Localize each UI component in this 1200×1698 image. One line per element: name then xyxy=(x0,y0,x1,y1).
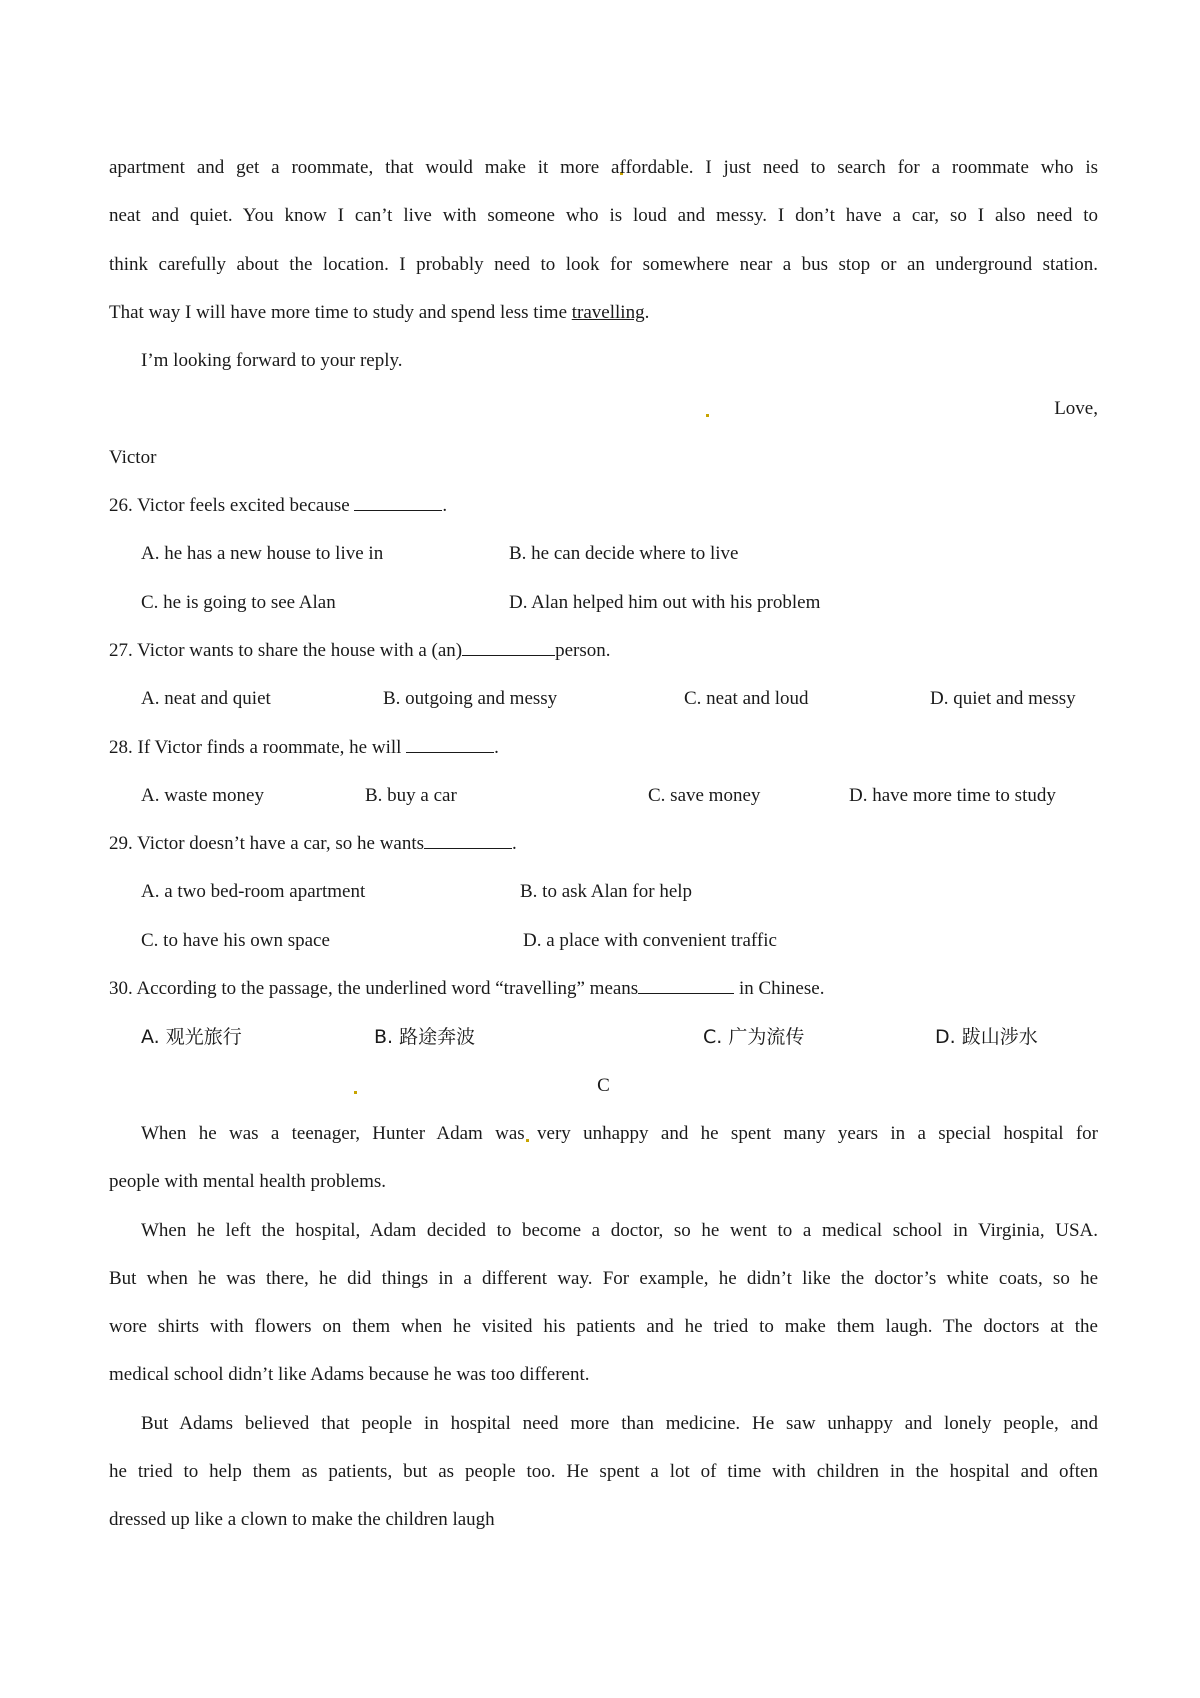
question-stem xyxy=(109,627,1098,675)
question-stem xyxy=(109,724,1098,772)
passage-c-line: dressed up like a clown to make the children laugh xyxy=(109,1509,495,1531)
option-row xyxy=(109,917,1098,965)
option-c: C. he is going to see Alan xyxy=(141,591,336,613)
option-c: C. to have his own space xyxy=(141,929,330,951)
letter-signature: Victor xyxy=(109,446,157,468)
passage-c-line: But Adams believed that people in hospital need more than medicine. He saw unhappy and lonely people, and xyxy=(141,1412,1098,1434)
question-text: . xyxy=(442,495,448,517)
letter-closing: I’m looking forward to your reply. xyxy=(141,350,403,372)
option-row xyxy=(109,530,1098,578)
question-stem xyxy=(109,482,1098,530)
passage-c-line: When he left the hospital, Adam decided to become a doctor, so he went to a medical school in Virginia, USA. xyxy=(141,1219,1098,1241)
option-a: A. neat and quiet xyxy=(141,688,271,710)
option-b: B. buy a car xyxy=(365,784,457,806)
answer-blank xyxy=(354,492,442,511)
question-text: 28. If Victor finds a roommate, he will xyxy=(109,736,407,758)
question-text: 26. Victor feels excited because xyxy=(109,495,355,517)
passage-b-line: neat and quiet. You know I can’t live with someone who is loud and messy. I don’t have a car, so I also need to xyxy=(109,205,1098,227)
passage-c-line: When he was a teenager, Hunter Adam was very unhappy and he spent many years in a special hospital for xyxy=(141,1122,1098,1144)
passage-b-last-line xyxy=(109,289,1098,337)
answer-blank xyxy=(424,830,512,849)
option-row xyxy=(109,772,1098,820)
option-b: B. 路途奔波 xyxy=(374,1026,476,1049)
question-text: person. xyxy=(555,639,611,661)
option-d: D. 跋山涉水 xyxy=(935,1026,1038,1049)
passage-b-text: That way I will have more time to study and spend less time xyxy=(109,301,572,323)
option-row xyxy=(109,579,1098,627)
question-text: in Chinese. xyxy=(734,978,825,1000)
passage-c-line: But when he was there, he did things in a different way. For example, he didn’t like the doctor’s white coats, so he xyxy=(109,1267,1098,1289)
passage-b-line: apartment and get a roommate, that would make it more affordable. I just need to search for a roommate who is xyxy=(109,157,1098,178)
letter-sign-off: Love, xyxy=(1054,398,1098,420)
question-text: 27. Victor wants to share the house with a (an) xyxy=(109,639,463,661)
passage-c-line: he tried to help them as patients, but as people too. He spent a lot of time with children in the hospital and often xyxy=(109,1461,1098,1483)
question-text: . xyxy=(494,736,499,758)
passage-c-line: wore shirts with flowers on them when he visited his patients and he tried to make them laugh. The doctors at the xyxy=(109,1316,1098,1338)
question-text: . xyxy=(512,833,517,855)
option-c: C. 广为流传 xyxy=(703,1026,805,1049)
option-a: A. 观光旅行 xyxy=(141,1026,242,1049)
passage-b-line: think carefully about the location. I probably need to look for somewhere near a bus stop or an underground station. xyxy=(109,253,1098,275)
question-stem xyxy=(109,820,1098,868)
option-d: D. a place with convenient traffic xyxy=(523,929,777,951)
document-body xyxy=(109,144,1098,1545)
option-a: A. a two bed-room apartment xyxy=(141,881,366,903)
passage-c-line: people with mental health problems. xyxy=(109,1171,387,1193)
answer-blank xyxy=(638,975,734,994)
option-b: B. he can decide where to live xyxy=(509,543,739,565)
option-b: B. outgoing and messy xyxy=(383,688,558,710)
option-d: D. quiet and messy xyxy=(930,688,1076,710)
option-row xyxy=(109,868,1098,916)
underlined-word: travelling xyxy=(571,301,645,323)
section-heading: C xyxy=(597,1074,610,1096)
question-text: 30. According to the passage, the underlined word “travelling” means xyxy=(109,978,639,1000)
answer-blank xyxy=(406,734,494,753)
option-row xyxy=(109,1013,1098,1061)
answer-blank xyxy=(462,637,555,656)
option-row xyxy=(109,675,1098,723)
option-a: A. he has a new house to live in xyxy=(141,543,384,565)
question-stem xyxy=(109,965,1098,1013)
option-b: B. to ask Alan for help xyxy=(520,881,693,903)
passage-b-text: . xyxy=(644,301,650,323)
option-d: D. have more time to study xyxy=(849,784,1056,806)
option-c: C. neat and loud xyxy=(684,688,809,710)
option-a: A. waste money xyxy=(141,784,264,806)
option-c: C. save money xyxy=(648,784,761,806)
option-d: D. Alan helped him out with his problem xyxy=(509,591,821,613)
passage-c-line: medical school didn’t like Adams because he was too different. xyxy=(109,1364,590,1386)
question-text: 29. Victor doesn’t have a car, so he wants xyxy=(109,833,425,855)
